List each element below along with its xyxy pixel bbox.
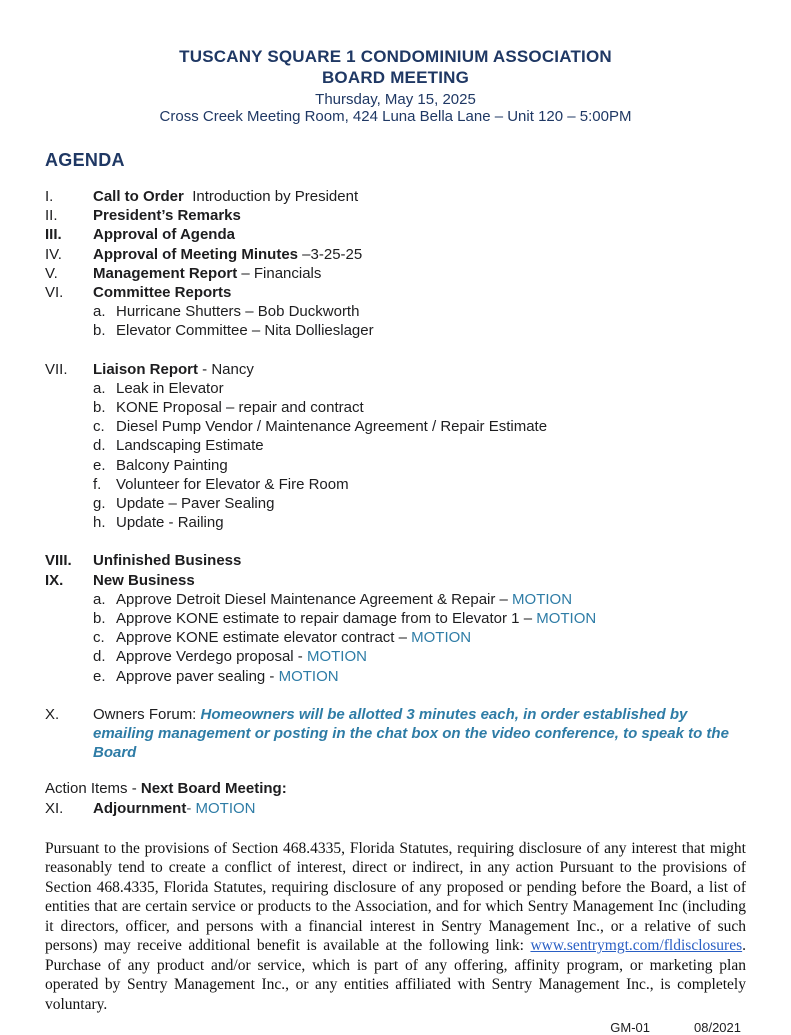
subitem-letter: h. [93,514,106,532]
item-title: Approval of Meeting Minutes [93,245,299,263]
owners-forum-label: Owners Forum: [93,705,201,723]
subitem-letter: e. [93,456,106,474]
action-items-prefix: Action Items - [45,780,141,798]
subitem-volunteer-elevator-fire-room [45,475,745,494]
agenda-item-management-report [45,264,745,283]
subitem-text: Elevator Committee – Nita Dollieslager [116,322,374,340]
subitem-text: Volunteer for Elevator & Fire Room [116,475,349,493]
owners-forum-note: Homeowners will be allotted 3 minutes each, in order established by emailing management or posting in the chat box on the video conference, to speak to the Board [93,705,729,762]
subitem-letter: d. [93,648,106,666]
subitem-letter: a. [93,379,106,397]
subitem-approve-paver-sealing [45,667,745,686]
subitem-update-railing [45,513,745,532]
subitem-text: KONE Proposal – repair and contract [116,399,364,417]
motion-label: MOTION [536,610,597,628]
motion-label: MOTION [512,590,573,608]
subitem-body: Approve Detroit Diesel Maintenance Agreement & Repair – [116,590,513,608]
subitem-text [116,609,745,628]
item-numeral: III. [45,226,62,244]
item-title: New Business [93,571,195,589]
subitem-approve-kone-repair [45,609,745,628]
item-numeral: V. [45,264,58,282]
subitem-text [116,667,745,686]
item-detail: –3-25-25 [298,245,363,263]
next-board-meeting-label: Next Board Meeting: [140,780,287,798]
subitem-text: Landscaping Estimate [116,437,264,455]
subitem-body: Approve paver sealing - [116,667,279,685]
item-text [93,187,745,206]
subitem-letter: b. [93,610,106,628]
agenda-item-approval-of-minutes [45,245,745,264]
agenda-item-adjournment [45,799,745,818]
item-title: Liaison Report [93,360,199,378]
association-title: TUSCANY SQUARE 1 CONDOMINIUM ASSOCIATION [179,47,612,66]
page-footer [0,1020,791,1035]
agenda-item-committee-reports [45,283,745,302]
item-text [93,206,745,225]
subitem-kone-proposal [45,398,745,417]
subitem-body: Approve KONE estimate elevator contract – [116,629,412,647]
subitem-letter: b. [93,399,106,417]
item-title: Approval of Agenda [93,226,235,244]
item-numeral: X. [45,705,60,723]
disclosure-paragraph [45,839,746,1015]
item-numeral: IX. [45,571,64,589]
subitem-letter: c. [93,629,105,647]
dash-separator: - [186,799,196,817]
agenda-item-call-to-order [45,187,745,206]
item-numeral: IV. [45,245,62,263]
item-text [93,705,745,763]
agenda-item-new-business [45,571,745,590]
motion-label: MOTION [306,648,367,666]
spacer [45,341,745,360]
document-header [0,46,791,125]
item-numeral: II. [45,207,58,225]
item-numeral: VI. [45,284,64,302]
meeting-title: BOARD MEETING [321,68,470,87]
subitem-approve-kone-contract [45,628,745,647]
subitem-text: Update - Railing [116,514,224,532]
spacer [45,686,745,705]
item-title: Management Report [93,264,238,282]
item-title: President’s Remarks [93,207,241,225]
item-title: Call to Order [93,188,184,205]
item-text [93,799,745,818]
agenda-item-liaison-report [45,360,745,379]
subitem-letter: f. [93,475,102,493]
subitem-letter: g. [93,495,106,513]
meeting-location: Cross Creek Meeting Room, 424 Luna Bella Lane – Unit 120 – 5:00PM [159,107,632,125]
subitem-update-paver-sealing [45,494,745,513]
item-numeral: VII. [45,360,68,378]
item-detail: Introduction by President [183,188,359,205]
subitem-letter: d. [93,437,106,455]
motion-label: MOTION [278,667,339,685]
footer-doc-code: GM-01 [610,1020,650,1035]
item-title: Adjournment [93,799,187,817]
subitem-text [116,628,745,647]
disclosure-text-before: Pursuant to the provisions of Section 468.4335, Florida Statutes, requiring disclosure of any interest that might reasonably tend to create a conflict of interest, direct or indirect, in any action Pursuant to the provisions of Section 468.4335, Florida Statutes, requiring disclosure of any proposed or pending before the Board, a list of entities that are certain service or products to the Association, and for which Sentry Management Inc (including it directors, officer, and persons with a financial interest in Sentry Management Inc., or a relative of such persons) may receive additional benefit is available at the following link: [45,839,746,955]
disclosure-text-after: . Purchase of any product and/or service, which is part of any offering, affinity program, or marketing plan operated by Sentry Management Inc., or any entities affiliated with Sentry Management Inc., is completely voluntary. [45,937,746,1013]
action-items-line [45,779,745,798]
item-numeral: I. [45,188,54,205]
subitem-diesel-pump-vendor [45,417,745,436]
spacer [45,532,745,551]
item-title: Committee Reports [93,284,232,302]
subitem-elevator-committee [45,321,745,340]
subitem-balcony-painting [45,456,745,475]
subitem-approve-detroit-diesel [45,590,745,609]
item-text [93,551,745,570]
motion-label: MOTION [195,799,256,817]
subitem-text [116,590,745,609]
agenda-heading: AGENDA [45,150,125,170]
subitem-letter: e. [93,667,106,685]
item-detail: - Nancy [198,360,254,378]
item-text [93,360,745,379]
subitem-text [116,647,745,666]
spacer [45,762,745,779]
item-numeral: VIII. [45,552,72,570]
meeting-date: Thursday, May 15, 2025 [315,91,476,108]
subitem-landscaping-estimate [45,436,745,455]
subitem-letter: c. [93,418,105,436]
subitem-text: Diesel Pump Vendor / Maintenance Agreement / Repair Estimate [116,418,548,436]
item-text [93,283,745,302]
item-title: Unfinished Business [93,552,242,570]
subitem-body: Approve Verdego proposal - [116,648,307,666]
item-numeral: XI. [45,799,64,817]
agenda-item-presidents-remarks [45,206,745,225]
item-text [93,225,745,244]
subitem-letter: a. [93,590,106,608]
item-text [93,264,745,283]
agenda-list [0,187,791,818]
agenda-item-approval-of-agenda [45,225,745,244]
subitem-hurricane-shutters [45,302,745,321]
item-text [93,571,745,590]
subitem-text: Update – Paver Sealing [116,495,275,513]
subitem-text: Leak in Elevator [116,379,224,397]
item-detail: – Financials [237,264,322,282]
subitem-leak-in-elevator [45,379,745,398]
subitem-letter: b. [93,322,106,340]
agenda-item-owners-forum [45,705,745,763]
subitem-body: Approve KONE estimate to repair damage from to Elevator 1 – [116,610,537,628]
subitem-text: Hurricane Shutters – Bob Duckworth [116,303,360,321]
item-text [93,245,745,264]
agenda-item-unfinished-business [45,551,745,570]
footer-revision-date: 08/2021 [694,1020,741,1035]
subitem-letter: a. [93,303,106,321]
subitem-text: Balcony Painting [116,456,228,474]
disclosure-link[interactable]: www.sentrymgt.com/fldisclosures [530,937,743,955]
motion-label: MOTION [411,629,472,647]
subitem-approve-verdego [45,647,745,666]
